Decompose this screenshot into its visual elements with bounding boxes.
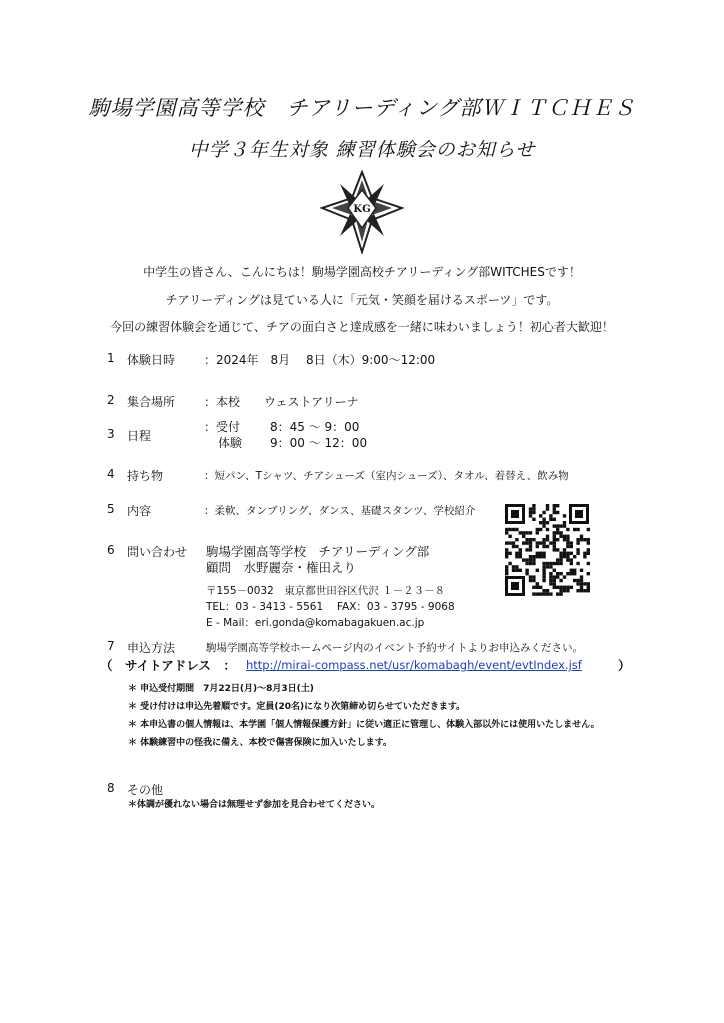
other-note: ＊体調が優れない場合は無理せず参加を見合わせてください。 <box>128 800 381 810</box>
item-number: 2 <box>107 393 115 407</box>
item-label-date: 体験日時 <box>127 353 176 367</box>
club-emblem <box>320 170 404 254</box>
item-label-place: 集合場所 <box>127 395 176 409</box>
note-item: ＊ 本申込書の個人情報は、本学園「個人情報保護方針」に従い適正に管理し、体験入部以外には使用いたしません。 <box>128 720 600 730</box>
intro-line-3: 今回の練習体験会を通じて、チアの面白さと達成感を一緒に味わいましょう！初心者大歓迎！ <box>110 320 614 334</box>
schedule-reception-time: 8：45 ～ 9：00 <box>270 420 360 434</box>
schedule-trial-label: 体験 <box>218 436 243 450</box>
schedule-trial-time: 9：00 ～ 12：00 <box>270 436 368 450</box>
item-label-schedule: 日程 <box>127 429 152 443</box>
site-address-label: （ サイトアドレス ： <box>100 658 236 673</box>
intro-line-2: チアリーディングは見ている人に「元気・笑顔を届けるスポーツ」です。 <box>165 293 559 307</box>
item-label-apply: 申込方法 <box>127 641 176 655</box>
item-label-contact: 問い合わせ <box>127 545 188 559</box>
item-label-belongings: 持ち物 <box>127 469 164 483</box>
item-label-content: 内容 <box>127 504 152 518</box>
contact-org: 駒場学園高等学校 チアリーディング部 <box>206 544 430 559</box>
item-value-content: ：柔軟、タンブリング、ダンス、基礎スタンツ、学校紹介 <box>204 505 476 517</box>
item-number: 7 <box>107 639 115 653</box>
emblem-text: KG <box>353 204 371 215</box>
page-subtitle: 中学３年生対象 練習体験会のお知らせ <box>188 139 536 161</box>
note-item: ＊ 申込受付期間 7月22日(月)～8月3日(土) <box>128 684 314 694</box>
item-number: 8 <box>107 781 115 795</box>
intro-line-1: 中学生の皆さん、こんにちは！駒場学園高校チアリーディング部WITCHESです！ <box>143 265 581 279</box>
item-label-other: その他 <box>127 783 164 797</box>
event-site-link[interactable]: http://mirai-compass.net/usr/komabagh/event/evtIndex.jsf <box>246 658 582 672</box>
note-item: ＊ 受け付けは申込先着順です。定員(20名)になり次第締め切らせていただきます。 <box>128 702 466 712</box>
contact-advisors: 顧問 水野麗奈・権田えり <box>206 560 357 575</box>
item-value-belongings: ：短パン、Tシャツ、チアシューズ（室内シューズ）、タオル、着替え、飲み物 <box>204 470 569 482</box>
item-number: 3 <box>107 427 115 441</box>
schedule-reception-label: ：受付 <box>204 420 241 434</box>
site-address-close: ） <box>618 658 631 673</box>
item-value-place: ：本校 ウェストアリーナ <box>204 395 359 409</box>
contact-address: 〒155－0032 東京都世田谷区代沢 １－２３－８ <box>206 585 446 597</box>
item-number: 5 <box>107 502 115 516</box>
item-value-date: ：2024年 8月 8日（木）9:00～12:00 <box>204 353 436 367</box>
item-number: 1 <box>107 351 115 365</box>
qr-code[interactable] <box>503 502 591 598</box>
item-value-apply: 駒場学園高等学校ホームページ内のイベント予約サイトよりお申込みください。 <box>206 642 584 654</box>
contact-email[interactable]: E - Mail：eri.gonda@komabagakuen.ac.jp <box>206 617 425 629</box>
note-item: ＊ 体験練習中の怪我に備え、本校で傷害保険に加入いたします。 <box>128 738 392 748</box>
contact-phone-fax: TEL：03 - 3413 - 5561 FAX：03 - 3795 - 9068 <box>206 601 455 613</box>
item-number: 6 <box>107 543 115 557</box>
page-title: 駒場学園高等学校 チアリーディング部ＷＩＴＣＨＥＳ <box>88 96 636 120</box>
item-number: 4 <box>107 467 115 481</box>
